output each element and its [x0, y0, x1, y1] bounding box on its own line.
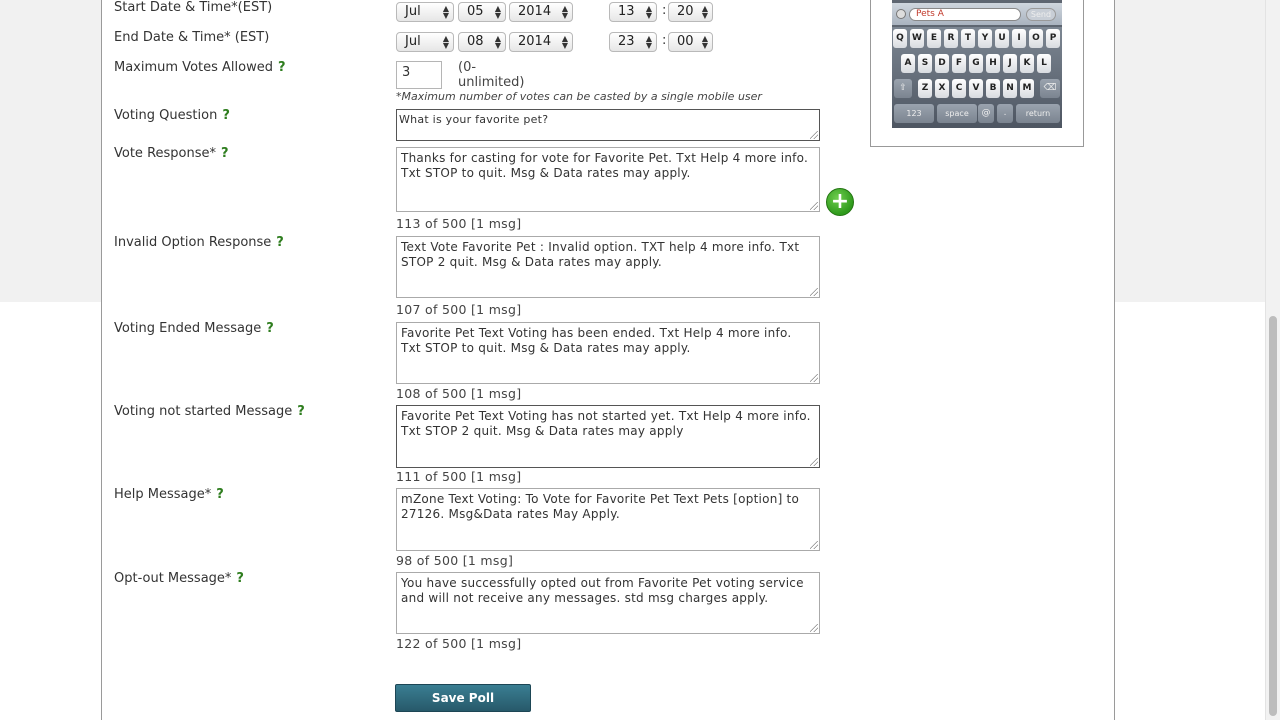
key-t: T [961, 29, 975, 48]
key-u: U [995, 29, 1009, 48]
voting-ended-textarea[interactable]: Favorite Pet Text Voting has been ended. Txt Help 4 more info. Txt STOP to quit. Msg & Data rates may apply. [396, 322, 820, 384]
key-dot: . [997, 104, 1013, 123]
start-month-select[interactable]: Jul ▲ ▼ [396, 2, 454, 22]
key-a: A [901, 54, 915, 73]
camera-icon [896, 9, 906, 19]
key-i: I [1012, 29, 1026, 48]
vote-response-count: 113 of 500 [1 msg] [396, 216, 522, 231]
start-datetime-label: Start Date & Time*(EST) [114, 0, 273, 15]
end-minute-select[interactable]: 00 ▲ ▼ [668, 32, 713, 52]
key-d: D [935, 54, 949, 73]
key-z: Z [918, 79, 932, 98]
help-icon[interactable]: ? [277, 60, 286, 75]
resize-grip-icon[interactable] [810, 624, 818, 632]
help-icon[interactable]: ? [236, 571, 244, 586]
voting-ended-label: Voting Ended Message ? [114, 321, 274, 336]
start-time-separator: : [662, 3, 667, 18]
not-started-label: Voting not started Message ? [114, 404, 305, 419]
resize-grip-icon[interactable] [810, 458, 818, 466]
delete-key-icon: ⌫ [1040, 79, 1060, 98]
vertical-scrollbar[interactable] [1265, 0, 1280, 720]
max-votes-label: Maximum Votes Allowed ? [114, 60, 286, 75]
vote-response-label: Vote Response* ? [114, 146, 229, 161]
end-time-separator: : [662, 33, 667, 48]
end-hour-select[interactable]: 23 ▲ ▼ [609, 32, 657, 52]
key-l: L [1037, 54, 1051, 73]
start-day-select[interactable]: 05 ▲ ▼ [458, 2, 506, 22]
key-k: K [1020, 54, 1034, 73]
phone-message-input: Pets A [909, 8, 1021, 21]
help-message-textarea[interactable]: mZone Text Voting: To Vote for Favorite Pet Text Pets [option] to 27126. Msg&Data rates May Apply. [396, 488, 820, 551]
voting-question-label: Voting Question ? [114, 108, 230, 123]
key-return: return [1016, 104, 1060, 123]
help-icon[interactable]: ? [221, 146, 229, 161]
plus-icon[interactable]: + [826, 188, 854, 216]
phone-preview [892, 0, 1062, 128]
end-datetime-label: End Date & Time* (EST) [114, 30, 270, 45]
not-started-count: 111 of 500 [1 msg] [396, 469, 522, 484]
help-icon[interactable]: ? [266, 321, 274, 336]
help-icon[interactable]: ? [297, 404, 305, 419]
key-r: R [944, 29, 958, 48]
start-hour-select[interactable]: 13 ▲ ▼ [609, 2, 657, 22]
resize-grip-icon[interactable] [810, 374, 818, 382]
shift-key-icon: ⇧ [894, 79, 912, 98]
invalid-option-textarea[interactable]: Text Vote Favorite Pet : Invalid option. TXT help 4 more info. Txt STOP 2 quit. Msg & Data rates may apply. [396, 236, 820, 298]
key-w: W [910, 29, 924, 48]
max-votes-input[interactable]: 3 [396, 61, 442, 89]
optout-label: Opt-out Message* ? [114, 571, 244, 586]
optout-textarea[interactable]: You have successfully opted out from Favorite Pet voting service and will not receive any messages. std msg charges apply. [396, 572, 820, 634]
key-s: S [918, 54, 932, 73]
invalid-option-count: 107 of 500 [1 msg] [396, 302, 522, 317]
key-n: N [1003, 79, 1017, 98]
key-at: @ [978, 104, 994, 123]
key-o: O [1029, 29, 1043, 48]
max-votes-note: *Maximum number of votes can be casted by a single mobile user [396, 90, 762, 103]
end-year-select[interactable]: 2014 ▲ ▼ [509, 32, 573, 52]
resize-grip-icon[interactable] [810, 202, 818, 210]
resize-grip-icon[interactable] [810, 288, 818, 296]
voting-ended-count: 108 of 500 [1 msg] [396, 386, 522, 401]
phone-keyboard [892, 27, 1062, 128]
help-message-label: Help Message* ? [114, 487, 224, 502]
key-m: M [1020, 79, 1034, 98]
key-h: H [986, 54, 1000, 73]
key-e: E [927, 29, 941, 48]
start-year-select[interactable]: 2014 ▲ ▼ [509, 2, 573, 22]
invalid-option-label: Invalid Option Response ? [114, 235, 284, 250]
end-month-select[interactable]: Jul ▲ ▼ [396, 32, 454, 52]
help-message-count: 98 of 500 [1 msg] [396, 553, 514, 568]
resize-grip-icon[interactable] [810, 131, 818, 139]
save-poll-button[interactable]: Save Poll [395, 684, 531, 712]
key-c: C [952, 79, 966, 98]
key-j: J [1003, 54, 1017, 73]
help-icon[interactable]: ? [216, 487, 224, 502]
start-minute-select[interactable]: 20 ▲ ▼ [668, 2, 713, 22]
resize-grip-icon[interactable] [810, 541, 818, 549]
voting-question-input[interactable]: What is your favorite pet? [396, 109, 820, 141]
key-y: Y [978, 29, 992, 48]
not-started-textarea[interactable]: Favorite Pet Text Voting has not started yet. Txt Help 4 more info. Txt STOP 2 quit. Msg & Data rates may apply [396, 405, 820, 468]
phone-message-bar [892, 3, 1062, 25]
key-space: space [937, 104, 977, 123]
key-b: B [986, 79, 1000, 98]
key-p: P [1046, 29, 1060, 48]
key-f: F [952, 54, 966, 73]
phone-send-button: Send [1026, 8, 1056, 21]
scrollbar-thumb[interactable] [1269, 316, 1277, 716]
max-votes-hint: (0- unlimited) [458, 60, 525, 90]
help-icon[interactable]: ? [222, 108, 230, 123]
vote-response-textarea[interactable]: Thanks for casting for vote for Favorite Pet. Txt Help 4 more info. Txt STOP to quit. Msg & Data rates may apply. [396, 147, 820, 212]
end-day-select[interactable]: 08 ▲ ▼ [458, 32, 506, 52]
key-x: X [935, 79, 949, 98]
key-q: Q [893, 29, 907, 48]
optout-count: 122 of 500 [1 msg] [396, 636, 522, 651]
help-icon[interactable]: ? [276, 235, 284, 250]
key-g: G [969, 54, 983, 73]
key-123: 123 [894, 104, 934, 123]
key-v: V [969, 79, 983, 98]
